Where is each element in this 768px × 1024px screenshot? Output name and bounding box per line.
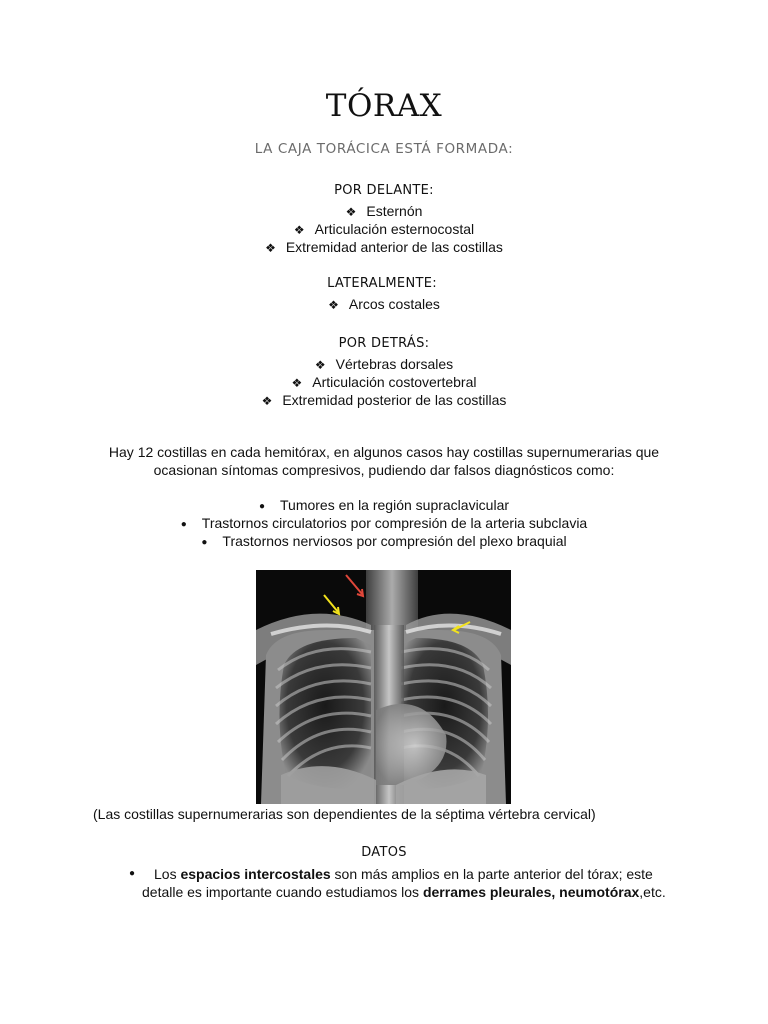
section-heading-front: POR DELANTE: — [334, 183, 434, 198]
diamond-bullet-icon: ❖ — [345, 205, 357, 219]
list-item: ❖ Extremidad posterior de las costillas — [261, 392, 507, 408]
list-item: ● Trastornos nerviosos por compresión del plexo braquial — [0, 532, 768, 552]
page-title: TÓRAX — [325, 88, 443, 124]
bullet-icon: ● — [258, 501, 265, 512]
section-heading-back: POR DETRÁS: — [338, 336, 430, 351]
image-caption: (Las costillas supernumerarias son dependientes de la séptima vértebra cervical) — [93, 806, 596, 822]
list-item: ❖ Extremidad anterior de las costillas — [265, 239, 503, 255]
datos-line-1: Los espacios intercostales son más amplios en la parte anterior del tórax; este — [154, 866, 653, 882]
bullet-icon: ● — [180, 519, 187, 530]
chest-xray-illustration — [256, 570, 511, 804]
diamond-bullet-icon: ❖ — [291, 376, 303, 390]
list-item: ❖ Vértebras dorsales — [314, 356, 454, 372]
list-item: ❖ Esternón — [345, 203, 423, 219]
paragraph-line: ocasionan síntomas compresivos, pudiendo dar falsos diagnósticos como: — [153, 462, 615, 478]
diamond-bullet-icon: ❖ — [265, 241, 276, 255]
bullet-icon: ● — [201, 537, 208, 548]
datos-line-2: detalle es importante cuando estudiamos los derrames pleurales, neumotórax,etc. — [142, 884, 666, 900]
list-item — [129, 865, 689, 901]
list-item: ● Trastornos circulatorios por compresión de la arteria subclavia — [0, 514, 768, 534]
section-heading-lateral: LATERALMENTE: — [327, 276, 437, 291]
list-item: ❖ Articulación costovertebral — [291, 374, 477, 390]
list-item: ● Tumores en la región supraclavicular — [0, 496, 768, 516]
diamond-bullet-icon: ❖ — [261, 394, 273, 408]
section-heading-datos: DATOS — [361, 845, 407, 860]
diamond-bullet-icon: ❖ — [293, 223, 305, 237]
list-item: ❖ Arcos costales — [328, 296, 440, 312]
chest-xray-image — [256, 570, 511, 804]
bullet-icon: ● — [129, 868, 136, 879]
diamond-bullet-icon: ❖ — [314, 358, 326, 372]
list-item: ❖ Articulación esternocostal — [293, 221, 475, 237]
paragraph-line: Hay 12 costillas en cada hemitórax, en algunos casos hay costillas supernumerarias que — [108, 444, 660, 460]
diamond-bullet-icon: ❖ — [328, 298, 339, 312]
page-subtitle: LA CAJA TORÁCICA ESTÁ FORMADA: — [254, 141, 514, 157]
